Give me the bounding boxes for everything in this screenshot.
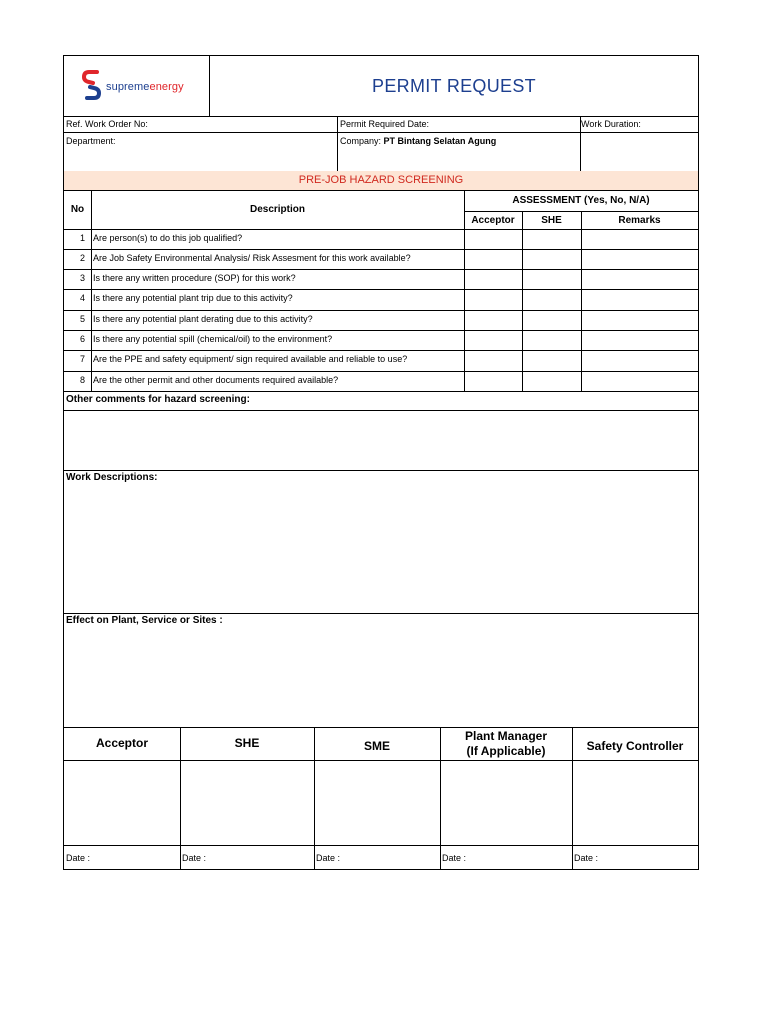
permit-request-form — [63, 55, 699, 870]
work-descriptions-area[interactable] — [64, 486, 698, 612]
col-header-she: SHE — [541, 214, 562, 226]
signature-header-acceptor: Acceptor — [95, 736, 148, 750]
permit-required-date-label: Permit Required Date: — [340, 119, 430, 129]
question-no: 3 — [79, 273, 85, 283]
work-duration-label: Work Duration: — [581, 119, 641, 129]
date-label-acceptor: Date : — [66, 853, 91, 863]
question-no: 4 — [79, 293, 85, 303]
supreme-energy-logo-icon — [81, 70, 103, 100]
question-text: Are Job Safety Environmental Analysis/ Risk Assesment for this work available? — [93, 253, 411, 263]
company-label: Company: — [340, 136, 382, 146]
date-label-sme: Date : — [316, 853, 341, 863]
question-text: Is there any potential plant derating due to this activity? — [93, 314, 313, 324]
col-header-acceptor: Acceptor — [471, 214, 515, 226]
department-label: Department: — [66, 136, 116, 146]
signature-header-sme: SME — [363, 738, 390, 753]
signature-header-safety-controller: Safety Controller — [586, 738, 684, 753]
question-text: Are the PPE and safety equipment/ sign required available and reliable to use? — [93, 354, 408, 364]
question-text: Are person(s) to do this job qualified? — [93, 233, 243, 243]
effect-on-plant-label: Effect on Plant, Service or Sites : — [66, 615, 223, 626]
other-comments-label: Other comments for hazard screening: — [66, 394, 250, 405]
assessment-header: ASSESSMENT (Yes, No, N/A) — [512, 195, 650, 206]
company-value: PT Bintang Selatan Agung — [383, 136, 497, 146]
signature-header-plant-manager — [440, 727, 572, 760]
question-no: 5 — [79, 314, 85, 324]
company-field — [340, 135, 496, 147]
signature-box-acceptor[interactable] — [64, 761, 180, 845]
company-logo — [64, 56, 209, 116]
other-comments-area[interactable] — [64, 411, 698, 470]
effect-on-plant-area[interactable] — [64, 629, 698, 727]
col-header-no: No — [70, 204, 85, 215]
signature-box-she[interactable] — [180, 761, 314, 845]
question-no: 7 — [79, 354, 85, 364]
signature-box-plant-manager[interactable] — [440, 761, 572, 845]
col-header-description: Description — [249, 204, 305, 215]
question-text: Is there any written procedure (SOP) for this work? — [93, 273, 296, 283]
logo-text-supreme: supreme — [106, 81, 150, 93]
if-applicable-label: (If Applicable) — [466, 743, 546, 758]
logo-text-energy: energy — [149, 81, 184, 93]
col-header-remarks: Remarks — [618, 214, 661, 226]
signature-box-safety-controller[interactable] — [572, 761, 698, 845]
work-descriptions-label: Work Descriptions: — [66, 472, 158, 483]
date-label-plant-manager: Date : — [442, 853, 467, 863]
question-text: Is there any potential spill (chemical/oil) to the environment? — [93, 334, 333, 344]
question-no: 8 — [79, 375, 85, 385]
question-no: 1 — [79, 233, 85, 243]
signature-box-sme[interactable] — [314, 761, 440, 845]
hazard-screening-title: PRE-JOB HAZARD SCREENING — [64, 171, 698, 190]
question-no: 6 — [79, 334, 85, 344]
signature-header-she: SHE — [234, 736, 260, 750]
date-label-she: Date : — [182, 853, 207, 863]
question-text: Is there any potential plant trip due to this activity? — [93, 293, 293, 303]
page-title: PERMIT REQUEST — [372, 75, 536, 96]
logo-wordmark — [106, 81, 184, 93]
question-no: 2 — [79, 253, 85, 263]
plant-manager-label: Plant Manager — [464, 728, 548, 743]
date-label-safety-controller: Date : — [574, 853, 599, 863]
question-text: Are the other permit and other documents required available? — [93, 375, 339, 385]
ref-work-order-label: Ref. Work Order No: — [66, 119, 148, 129]
